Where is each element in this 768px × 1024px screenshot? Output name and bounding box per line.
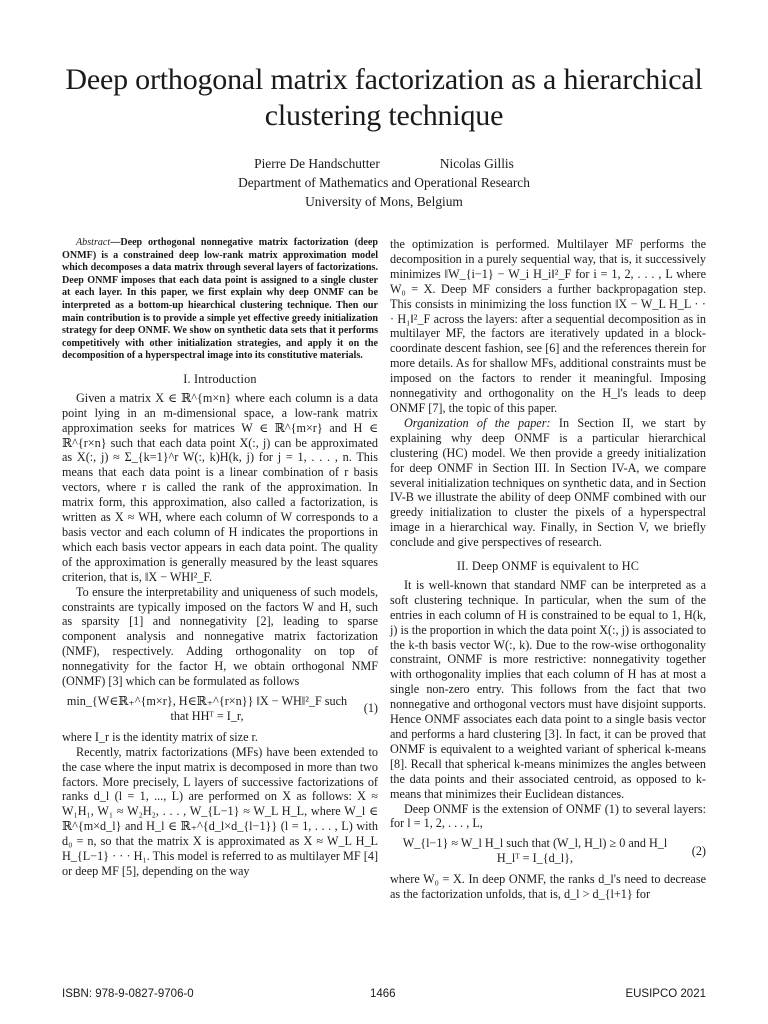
equation-1-number: (1) xyxy=(363,701,378,716)
equation-2 xyxy=(390,836,706,866)
right-column xyxy=(390,237,706,902)
author-name: Pierre De Handschutter xyxy=(254,156,380,171)
intro-paragraph-5: the optimization is performed. Multilayer MF performs the decomposition in a purely sequential way, that is, it successively minimizes ‖W_{i−1} − W_i H_i‖²_F for i = 1, 2, . . . , L where W₀ = X. Deep MF considers a further backpropagation step. This consists in minimizing the loss function ‖X − W_L H_L · · · H₁‖²_F across the layers: after a sequential decomposition as in multilayer MF, the factors are iteratively updated in a block-coordinate descent fashion, see [6] and the references therein for more details. As for shallow MFs, additional constraints must be imposed on the factors to render it meaningful. Imposing nonnegativity and orthogonality on the H_l's leads to deep ONMF [7], the topic of this paper. xyxy=(390,237,706,415)
affiliation-university: University of Mons, Belgium xyxy=(305,194,463,209)
equation-2-number: (2) xyxy=(691,843,706,858)
abstract xyxy=(62,237,378,363)
section2-paragraph-1: It is well-known that standard NMF can be interpreted as a soft clustering technique. In particular, when the sum of the entries in each column of H is constrained to be equal to 1, H(k, j) is the proportion in which the data point X(:, j) is associated to the k-th basis vector W(:, k). Due to the row-wise orthogonality constraint, ONMF is more restrictive: nonnegativity together with orthogonality implies that each column of H has at most a single non-zero entry. This follows from the fact that two nonnegative and orthogonal vectors must have disjoint supports. Hence ONMF associates each data point to a single basis vector and performs a hard clustering [3]. In fact, it can be proved that ONMF is equivalent to a weighted variant of spherical k-means [8]. Recall that spherical k-means minimizes the angles between the data points and their associated centroid, as opposed to k-means that minimizes their Euclidean distances. xyxy=(390,577,706,801)
left-column xyxy=(62,237,378,879)
footer-venue: EUSIPCO 2021 xyxy=(625,988,706,1000)
intro-paragraph-2: To ensure the interpretability and uniqueness of such models, constraints are typically imposed on the factors W and H, such as sparsity [1] and nonnegativity [2], leading to sparse component analysis and nonnegative matrix factorization (NMF), respectively. Adding orthogonality on top of nonnegativity for the factor H, we obtain orthogonal NMF (ONMF) [3] which can be formulated as follows xyxy=(62,584,378,689)
equation-1-body: min_{W∈ℝ₊^{m×r}, H∈ℝ₊^{r×n}} ‖X − WH‖²_F such that HHᵀ = I_r, xyxy=(66,693,348,723)
footer-page-number: 1466 xyxy=(370,988,396,1000)
organization-paragraph xyxy=(390,416,706,550)
paper-title: Deep orthogonal matrix factorization as a hierarchical clustering technique xyxy=(65,63,703,132)
equation-1 xyxy=(62,694,378,724)
equation-2-body: W_{l−1} ≈ W_l H_l such that (W_l, H_l) ≥ 0 and H_l H_lᵀ = I_{d_l}, xyxy=(402,836,668,866)
section-heading-deep-onmf: II. Deep ONMF is equivalent to HC xyxy=(456,559,640,574)
intro-paragraph-4: Recently, matrix factorizations (MFs) have been extended to the case where the input matrix is decomposed in more than two factors. More precisely, L layers of successive factorizations of ranks d_l (l = 1, ..., L) are performed on X as follows: X ≈ W₁H₁, W₁ ≈ W₂H₂, . . . , W_{L−1} ≈ W_L H_L, where W_l ∈ ℝ^{m×d_l} and H_l ∈ ℝ₊^{d_l×d_{l−1}} (l = 1, . . . , L) with d₀ = n, so that the matrix X is approximated as X ≈ W_L H_L H_{L−1} · · · H₁. This model is referred to as multilayer MF [4] or deep MF [5], depending on the way xyxy=(62,744,378,878)
section-heading-introduction: I. Introduction xyxy=(183,371,257,386)
abstract-text: —Deep orthogonal nonnegative matrix factorization (deep ONMF) is a constrained deep low-rank matrix approximation model which decomposes a data matrix through several layers of factorizations. Deep ONMF imposes that each data point is assigned to a single cluster at each layer. In this paper, we first explain why deep ONMF can be interpreted as a bottom-up hiearchical clustering technique. Then our main contribution is to provide a simple yet effective greedy initialization strategy for deep ONMF. We show on synthetic data sets that it performs competitively with other initialization strategies, and apply it on the decomposition of a hyperspectral image into its constitutive materials. xyxy=(62,237,378,362)
author-block xyxy=(60,154,708,211)
intro-paragraph-1: Given a matrix X ∈ ℝ^{m×n} where each column is a data point lying in an m-dimensional space, a low-rank matrix approximation seeks for matrices W ∈ ℝ^{m×r} and H ∈ ℝ^{r×n} such that each data point X(:, j) can be approximated as X(:, j) ≈ Σ_{k=1}^r W(:, k)H(k, j) for j = 1, . . . , n. This means that each data point is a linear combination of r basis vectors, where r is called the rank of the approximation. In matrix form, this approximation, also called a factorization, is written as X ≈ WH, where each column of W corresponds to a basis vector and each column of H indicates the proportions in which each basis vector appears in each data point. The quality of the approximation is generally measured by the least squares criterion, that is, ‖X − WH‖²_F. xyxy=(62,390,378,584)
organization-text: In Section II, we start by explaining why deep ONMF is a particular hierarchical clustering (HC) model. We then provide a greedy initialization for deep ONMF in Section III. In Section IV-A, we compare several initialization techniques on synthetic data, and in Section IV-B we illustrate the ability of deep ONMF combined with our greedy initialization to cluster the pixels of a hyperspectral image in a hierarchical way. Finally, in Section V, we briefly conclude and give perspectives of research. xyxy=(390,415,706,550)
abstract-label: Abstract xyxy=(76,237,111,248)
section2-paragraph-2: Deep ONMF is the extension of ONMF (1) to several layers: for l = 1, 2, . . . , L, xyxy=(390,801,706,831)
footer-isbn: ISBN: 978-9-0827-9706-0 xyxy=(62,988,194,1000)
organization-label: Organization of the paper: xyxy=(404,415,551,430)
author-name: Nicolas Gillis xyxy=(439,156,514,171)
affiliation-department: Department of Mathematics and Operational Research xyxy=(238,175,530,190)
intro-paragraph-3: where I_r is the identity matrix of size r. xyxy=(62,729,258,744)
author-names xyxy=(60,154,708,173)
section2-paragraph-3: where W₀ = X. In deep ONMF, the ranks d_l's need to decrease as the factorization unfolds, that is, d_l > d_{l+1} for xyxy=(390,872,706,902)
